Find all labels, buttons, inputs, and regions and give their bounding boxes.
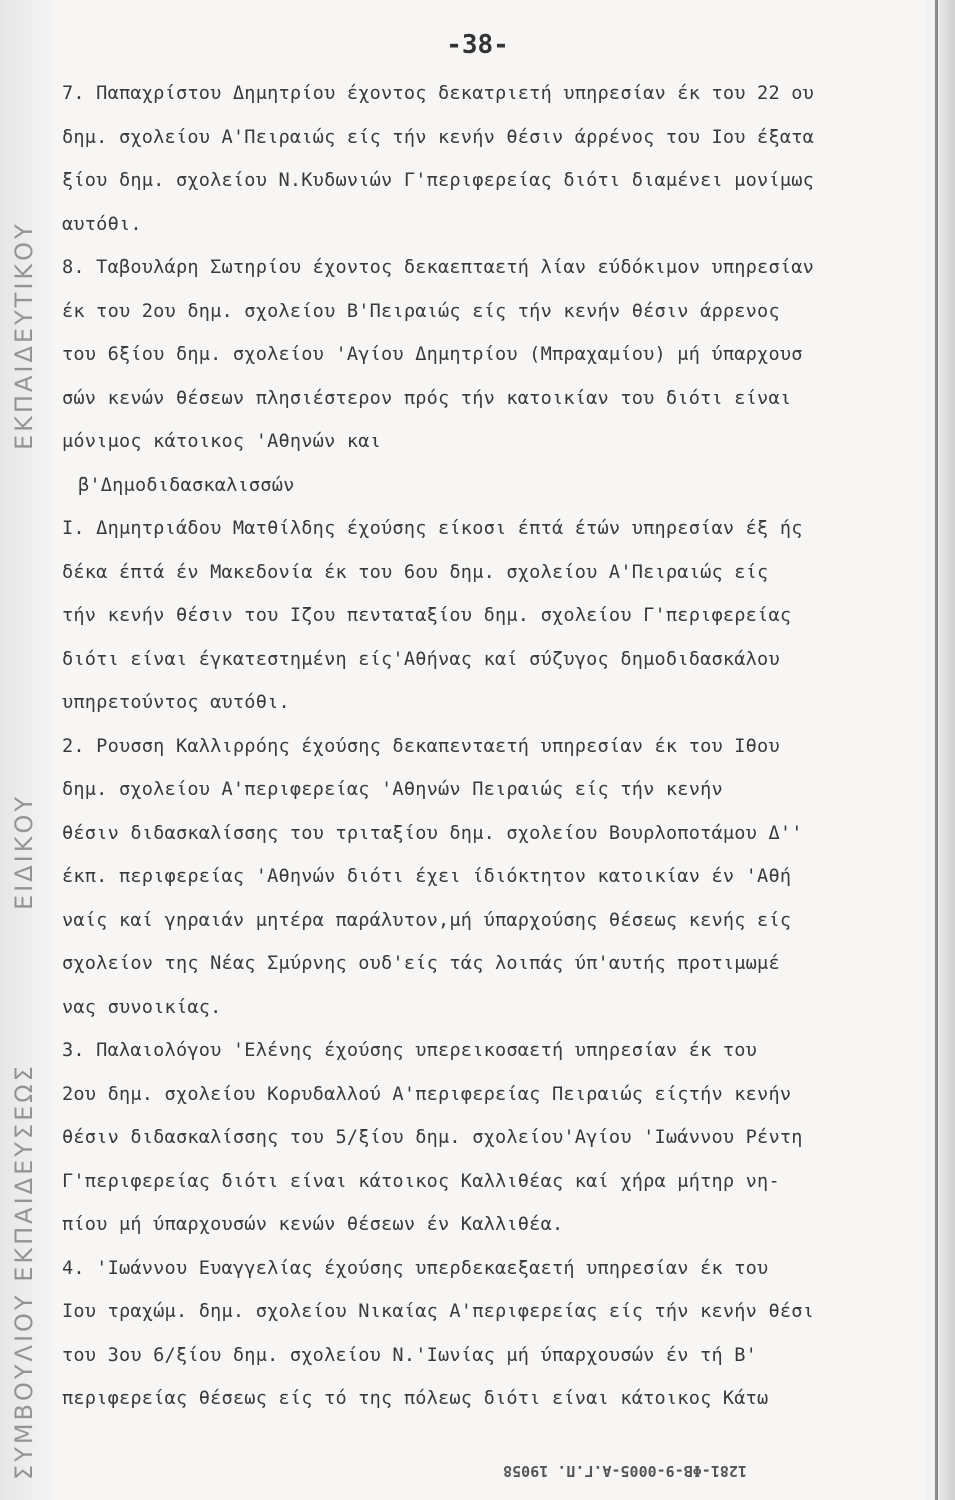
text-line: δημ. σχολείου Α'Πειραιώς είς τήν κενήν θέσιν άρρένος του Ιου έξατα: [62, 126, 815, 148]
text-line: τήν κενήν θέσιν του Ιζου πενταταξίου δημ. σχολείου Γ'περιφερείας: [62, 605, 792, 626]
margin-stamp-bottom-text: ΣΥΜΒΟΥΛΙΟΥ ΕΚΠΑΙΔΕΥΣΕΩΣ: [10, 1063, 38, 1480]
text-line: περιφερείας θέσεως είς τό της πόλεως διότι είναι κάτοικος Κάτω: [62, 1388, 769, 1409]
text-line: Γ'περιφερείας διότι είναι κάτοικος Καλλιθέας καί χήρα μήτηρ νη-: [62, 1170, 780, 1192]
binding-edge: [925, 0, 955, 1500]
printer-footer-code: 1281-ΦΒ-9-0005-Α.Γ.Π. 19058: [503, 1462, 747, 1480]
text-line: νας συνοικίας.: [62, 996, 222, 1018]
text-line: αυτόθι.: [62, 213, 142, 235]
text-line: ναίς καί γηραιάν μητέρα παράλυτον,μή ύπαρχούσης θέσεως κενής είς: [62, 909, 792, 931]
text-line: Ιου τραχώμ. δημ. σχολείου Νικαίας Α'περιφερείας είς τήν κενήν θέσι: [62, 1301, 815, 1322]
text-line: 3. Παλαιολόγου 'Ελένης έχούσης υπερεικοσαετή υπηρεσίαν έκ του: [62, 1040, 758, 1061]
text-line: υπηρετούντος αυτόθι.: [62, 692, 290, 713]
text-line: πίου μή ύπαρχουσών κενών θέσεων έν Καλλιθέα.: [62, 1214, 564, 1235]
text-line: Ι. Δημητριάδου Ματθίλδης έχούσης είκοσι έπτά έτών υπηρεσίαν έξ ής: [62, 518, 803, 539]
text-line: ξίου δημ. σχολείου Ν.Κυδωνιών Γ'περιφερείας διότι διαμένει μονίμως: [62, 170, 815, 191]
binding-rule: [935, 0, 938, 1500]
page-number: -38-: [446, 30, 509, 60]
text-line: σών κενών θέσεων πλησιέστερον πρός τήν κατοικίαν του διότι είναι: [62, 387, 792, 409]
section-heading: β'Δημοδιδασκαλισσών: [78, 474, 295, 496]
text-line: διότι είναι έγκατεστημένη είς'Αθήνας καί σύζυγος δημοδιδασκάλου: [62, 648, 780, 670]
margin-stamp-top-text: ΕΚΠΑΙΔΕΥΤΙΚΟΥ: [10, 221, 38, 450]
text-line: θέσιν διδασκαλίσσης του 5/ξίου δημ. σχολείου'Αγίου 'Ιωάννου Ρέντη: [62, 1127, 803, 1148]
text-line: έκ του 2ου δημ. σχολείου Β'Πειραιώς είς τήν κενήν θέσιν άρρενος: [62, 300, 780, 322]
text-line: 4. 'Ιωάννου Ευαγγελίας έχούσης υπερδεκαεξαετή υπηρεσίαν έκ του: [62, 1257, 769, 1279]
text-line: δημ. σχολείου Α'περιφερείας 'Αθηνών Πειραιώς είς τήν κενήν: [62, 779, 723, 800]
text-line: 2ου δημ. σχολείου Κορυδαλλού Α'περιφερείας Πειραιώς είςτήν κενήν: [62, 1083, 792, 1105]
text-line: 7. Παπαχρίστου Δημητρίου έχοντος δεκατριετή υπηρεσίαν έκ του 22 ου: [62, 83, 815, 104]
text-line: 2. Ρουσση Καλλιρρόης έχούσης δεκαπενταετή υπηρεσίαν έκ του Ιθου: [62, 735, 780, 757]
margin-stamp-middle-text: ΕΙΔΙΚΟΥ: [10, 793, 38, 910]
text-line: θέσιν διδασκαλίσσης του τριταξίου δημ. σχολείου Βουρλοποτάμου Δ'': [62, 822, 803, 844]
text-line: του 6ξίου δημ. σχολείου 'Αγίου Δημητρίου (Μπραχαμίου) μή ύπαρχουσ: [62, 344, 803, 365]
text-line: σχολείον της Νέας Σμύρνης ουδ'είς τάς λοιπάς ύπ'αυτής προτιμωμέ: [62, 953, 780, 974]
text-line: 8. Ταβουλάρη Σωτηρίου έχοντος δεκαεπταετή λίαν εύδόκιμον υπηρεσίαν: [62, 257, 815, 278]
text-line: μόνιμος κάτοικος 'Αθηνών και: [62, 431, 382, 452]
text-line: δέκα έπτά έν Μακεδονία έκ του 6ου δημ. σχολείου Α'Πειραιώς είς: [62, 561, 769, 583]
margin-stamp: [0, 0, 52, 1500]
text-line: του 3ου 6/ξίου δημ. σχολείου Ν.'Ιωνίας μή ύπαρχουσών έν τή Β': [62, 1344, 758, 1366]
typed-body-text: [62, 72, 923, 1421]
text-line: έκπ. περιφερείας 'Αθηνών διότι έχει ίδιόκτητον κατοικίαν έν 'Αθή: [62, 866, 792, 887]
